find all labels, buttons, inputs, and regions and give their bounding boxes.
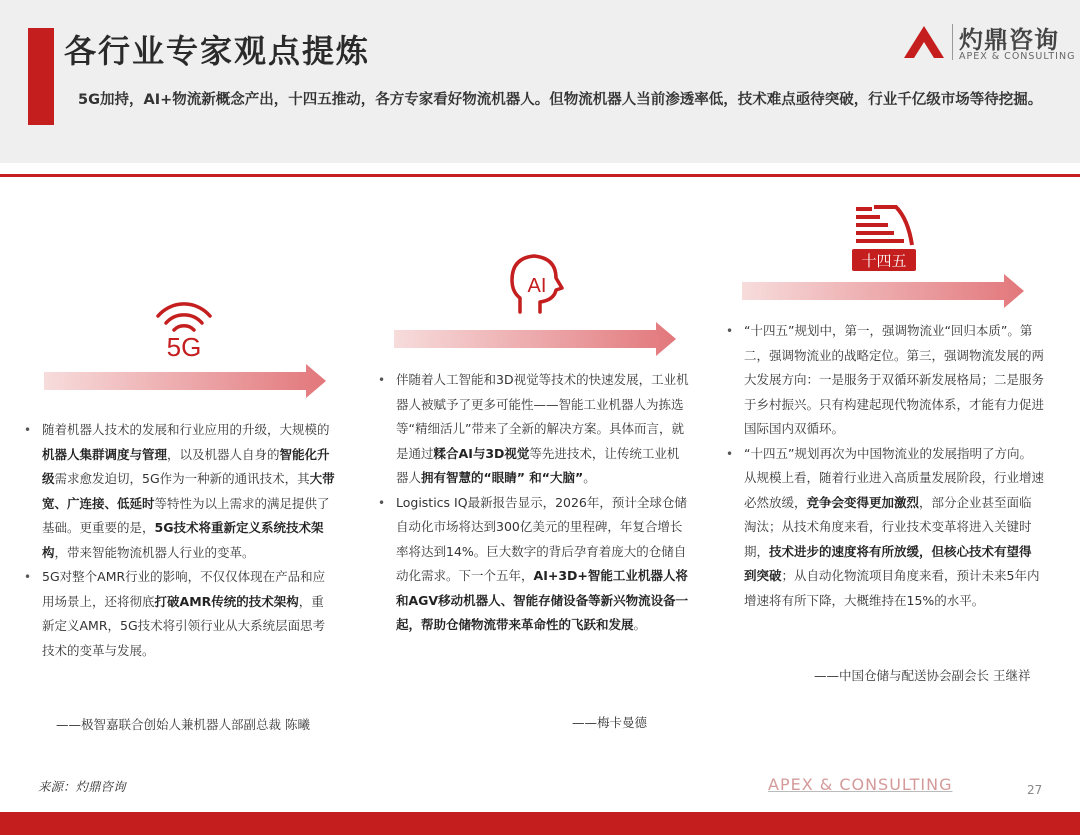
column-14th-plan bbox=[726, 319, 1044, 613]
ai-icon-label: AI bbox=[527, 275, 547, 297]
quote-ai: ——梅卡曼德 bbox=[572, 715, 648, 730]
header-divider bbox=[0, 174, 1080, 177]
title-accent-bar bbox=[28, 28, 54, 125]
watermark-link[interactable]: APEX & CONSULTING bbox=[768, 775, 953, 794]
page-number: 27 bbox=[1027, 783, 1043, 797]
quote-14th-plan: ——中国仓储与配送协会副会长 王继祥 bbox=[814, 668, 1031, 683]
bullet-5g-1: • 随着机器人技术的发展和行业应用的升级，大规模的机器人集群调度与管理，以及机器人自身的智能化升级需求愈发迫切，5G作为一种新的通讯技术，其大带宽、广连接、低延时等特性为以上需求的满足提供了基础。更重要的是，5G技术将重新定义系统技术架构，带来智能物流机器人行业的变革。 bbox=[24, 418, 336, 565]
footer-bar bbox=[0, 812, 1080, 835]
ai-head-icon bbox=[504, 252, 566, 316]
source-note: 来源：灼鼎咨询 bbox=[38, 779, 126, 794]
page-title: 各行业专家观点提炼 bbox=[64, 32, 371, 70]
column-5g bbox=[24, 418, 336, 663]
5g-icon-label: 5G bbox=[166, 332, 202, 360]
quote-5g: ——极智嘉联合创始人兼机器人部副总裁 陈曦 bbox=[56, 717, 310, 732]
bullet-ai-2: • Logistics IQ最新报告显示，2026年，预计全球仓储自动化市场将达到300亿美元的里程碑，年复合增长率将达到14%。巨大数字的背后孕育着庞大的仓储自动化需求。下一个五年，AI+3D+智能工业机器人将和AGV移动机器人、智能存储设备等新兴物流设备一起，帮助仓储物流带来革命性的飞跃和发展。 bbox=[378, 491, 690, 638]
bullet-plan-1: • “十四五”规划中，第一，强调物流业“回归本质”。第二，强调物流业的战略定位。第三，强调物流发展的两大发展方向：一是服务于双循环新发展格局；二是服务于乡村振兴。只有构建起现代物流体系，才能有力促进国际国内双循环。 bbox=[726, 319, 1044, 442]
logo-name: 灼鼎咨询 bbox=[959, 26, 1059, 54]
column-ai bbox=[378, 368, 690, 638]
logo-triangle-icon bbox=[900, 22, 948, 62]
bullet-5g-2: • 5G对整个AMR行业的影响，不仅仅体现在产品和应用场景上，还将彻底打破AMR传统的技术架构，重新定义AMR，5G技术将引领行业从大系统层面思考技术的变革与发展。 bbox=[24, 565, 336, 663]
logo-subtitle: APEX & CONSULTING bbox=[959, 51, 1076, 62]
document-stamp-icon bbox=[850, 205, 918, 273]
arrow-ai bbox=[394, 322, 676, 356]
company-logo bbox=[898, 20, 1076, 66]
arrow-14th-plan bbox=[742, 274, 1024, 308]
logo-divider bbox=[952, 24, 953, 60]
bullet-ai-1: • 伴随着人工智能和3D视觉等技术的快速发展，工业机器人被赋予了更多可能性——智能工业机器人为拣选等“精细活儿”带来了全新的解决方案。具体而言，就是通过糅合AI与3D视觉等先进技术，让传统工业机器人拥有智慧的“眼睛” 和“大脑”。 bbox=[378, 368, 690, 491]
bullet-plan-2: • “十四五”规划再次为中国物流业的发展指明了方向。从规模上看，随着行业进入高质量发展阶段，行业增速必然放缓，竞争会变得更加激烈，部分企业甚至面临淘汰；从技术角度来看，行业技术变革将进入关键时期，技术进步的速度将有所放缓，但核心技术有望得到突破；从自动化物流项目角度来看，预计未来5年内增速将有所下降，大概维持在15%的水平。 bbox=[726, 442, 1044, 614]
5g-signal-icon bbox=[152, 290, 216, 360]
page-subtitle: 5G加持，AI+物流新概念产出，十四五推动，各方专家看好物流机器人。但物流机器人当前渗透率低，技术难点亟待突破，行业千亿级市场等待挖掘。 bbox=[78, 92, 1043, 108]
document-icon-label: 十四五 bbox=[861, 252, 907, 270]
arrow-5g bbox=[44, 364, 326, 398]
